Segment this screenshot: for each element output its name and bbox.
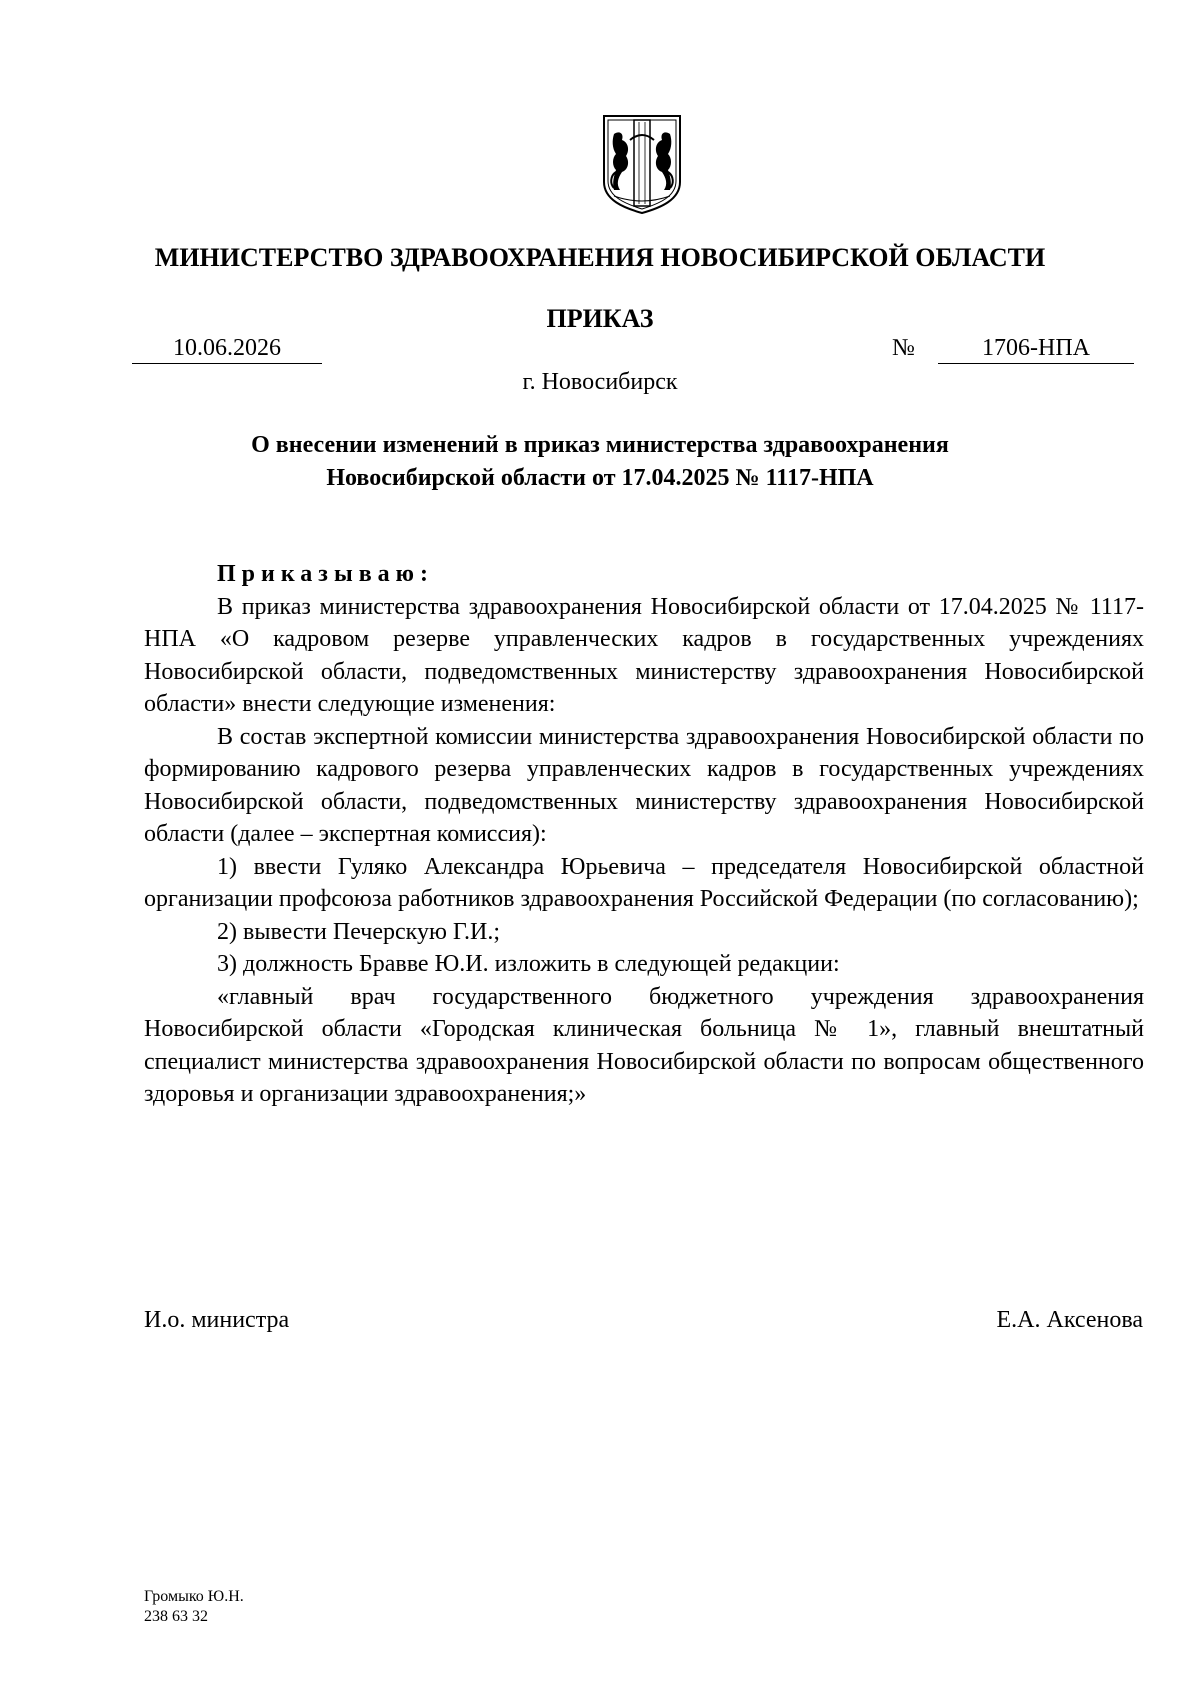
ministry-title: МИНИСТЕРСТВО ЗДРАВООХРАНЕНИЯ НОВОСИБИРСКОЙ ОБЛАСТИ	[154, 243, 1046, 272]
list-item-3: 3) должность Бравве Ю.И. изложить в следующей редакции:	[217, 951, 840, 977]
executor-phone: 238 63 32	[144, 1608, 208, 1625]
list-item-1: 1) ввести Гуляко Александра Юрьевича – председателя Новосибирской областной организации профсоюза работников здравоохранения Российской Федерации (по согласованию);	[144, 853, 1144, 912]
list-item-2: 2) вывести Печерскую Г.И.;	[217, 918, 501, 945]
subject-line-1: О внесении изменений в приказ министерства здравоохранения	[251, 432, 949, 458]
signatory-name: Е.А. Аксенова	[996, 1307, 1143, 1333]
number-sign: №	[892, 335, 915, 361]
document-type: ПРИКАЗ	[546, 304, 654, 333]
document-number: 1706-НПА	[938, 333, 1134, 364]
city: г. Новосибирск	[522, 369, 678, 395]
quoted-position: «главный врач государственного бюджетного учреждения здравоохранения Новосибирской области «Городская клиническая больница № 1», главный внештатный специалист министерства здравоохранения Новосибирской области по вопросам общественного здоровья и организации здравоохранения;»	[144, 983, 1144, 1107]
paragraph-1: В приказ министерства здравоохранения Новосибирской области от 17.04.2025 № 1117-НПА «О кадровом резерве управленческих кадров в государственных учреждениях Новосибирской области, подведомственных министерству здравоохранения Новосибирской области» внести следующие изменения:	[144, 593, 1144, 717]
executor-info	[144, 1587, 244, 1627]
order-heading: Приказываю:	[217, 561, 434, 587]
paragraph-2: В состав экспертной комиссии министерства здравоохранения Новосибирской области по формированию кадрового резерва управленческих кадров в государственных учреждениях Новосибирской области, подведомственных министерству здравоохранения Новосибирской области (далее – экспертная комиссия):	[144, 723, 1144, 847]
coat-of-arms-icon	[600, 112, 684, 216]
document-body	[144, 558, 1144, 1111]
document-subject	[0, 429, 1200, 495]
executor-name: Громыко Ю.Н.	[144, 1588, 244, 1605]
subject-line-2: Новосибирской области от 17.04.2025 № 1117-НПА	[326, 465, 874, 491]
document-date: 10.06.2026	[132, 333, 322, 364]
signatory-role: И.о. министра	[144, 1307, 290, 1333]
